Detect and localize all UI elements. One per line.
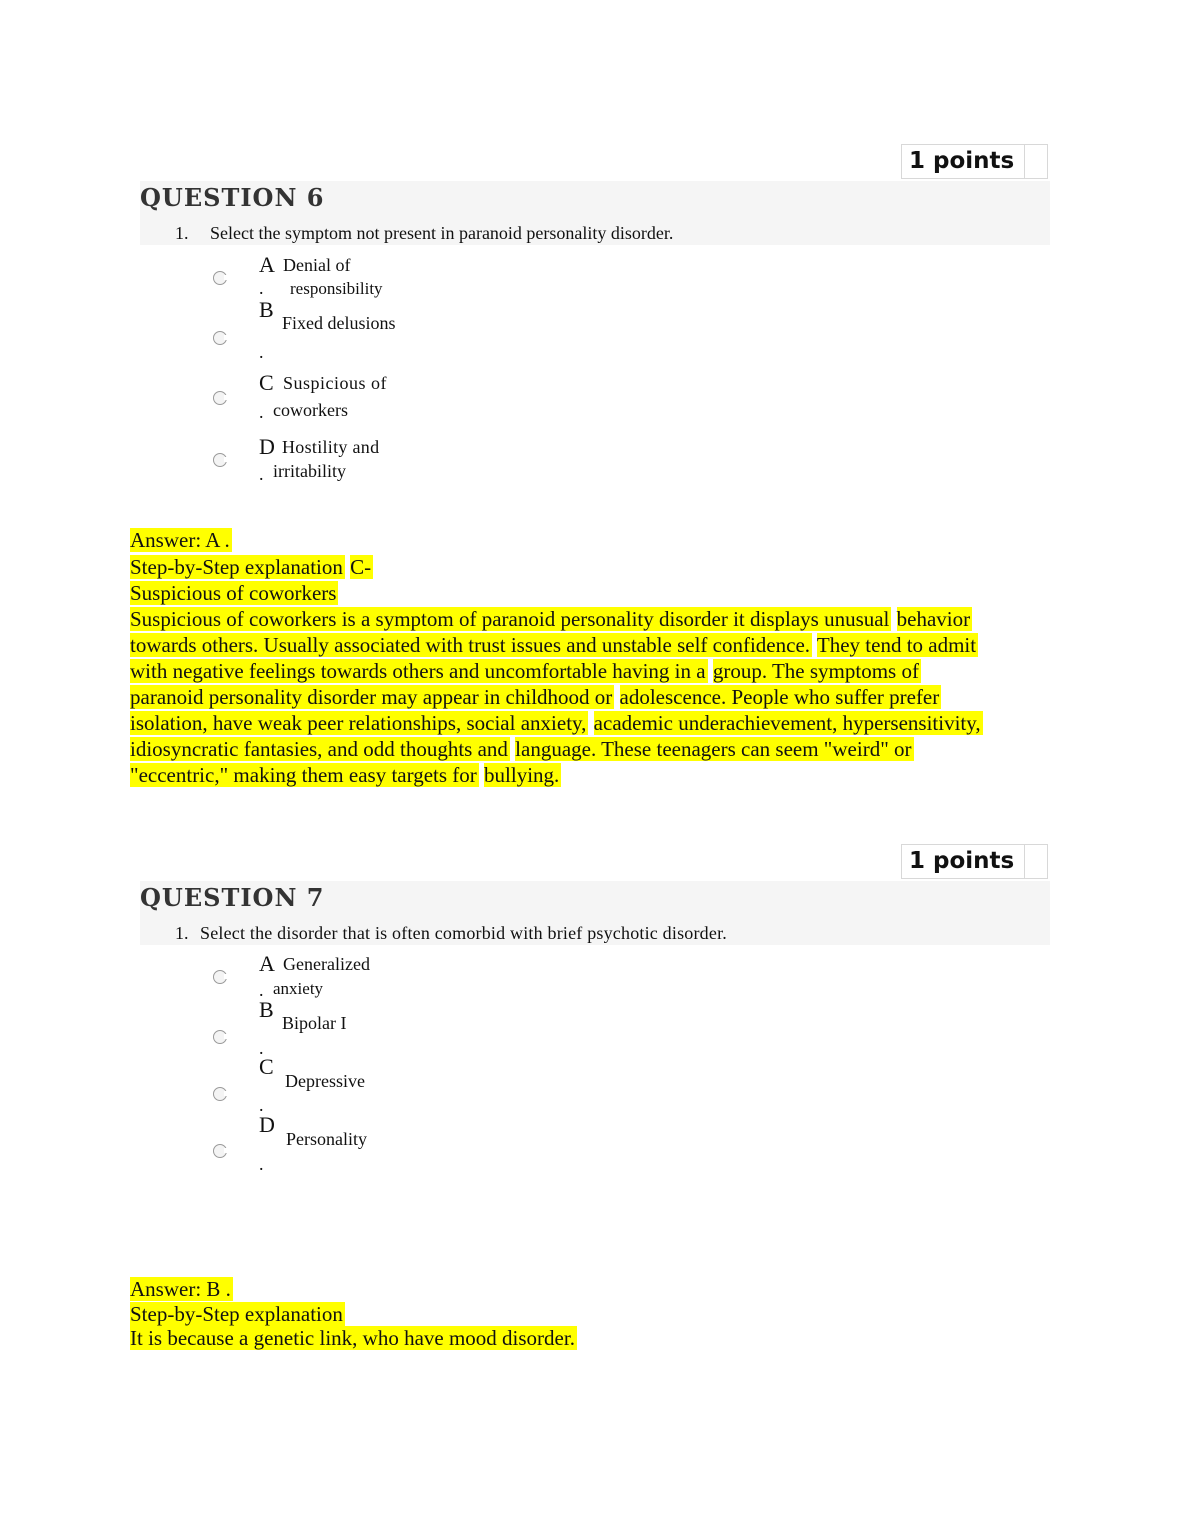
option-a-letter: A [259,252,275,277]
points-label: 1 points [909,848,1015,874]
explanation-label-line [130,554,373,580]
option-c-letter: C [259,370,274,395]
explanation-text: idiosyncratic fantasies, and odd thoughts and [130,737,508,761]
option-a-text: Denial of [283,255,351,275]
option-d-text-2: irritability [273,461,346,481]
option-c-radio[interactable] [213,1087,227,1101]
question-prompt: Select the symptom not present in paranoid personality disorder. [210,223,674,243]
option-dot: . [259,1154,264,1174]
explanation-line [130,632,978,658]
explanation-text: adolescence. People who suffer prefer [619,685,940,709]
option-dot: . [259,464,264,484]
question-prompt: Select the disorder that is often comorbid with brief psychotic disorder. [200,923,727,943]
option-dot: . [259,1095,264,1115]
option-b-text: Fixed delusions [282,313,396,333]
answer-text: Answer: B . [130,1277,231,1301]
explanation-line [130,1325,577,1351]
explanation-text: behavior [896,607,971,631]
option-d-letter: D [259,434,275,459]
option-b-radio[interactable] [213,331,227,345]
explanation-line [130,736,914,762]
option-a-radio[interactable] [213,970,227,984]
question-title: QUESTION 6 [140,183,325,212]
points-label: 1 points [909,148,1015,174]
question-number: 1. [175,923,189,943]
explanation-text: with negative feelings towards others and uncomfortable having in a [130,659,706,683]
option-c-text: Depressive [285,1071,365,1091]
question-header [140,181,1050,245]
option-dot: . [259,980,264,1000]
question-number: 1. [175,223,189,243]
option-b-letter: B [259,297,274,322]
explanation-line [130,710,983,736]
option-c-radio[interactable] [213,391,227,405]
option-c-text-2: coworkers [273,400,348,420]
explanation-text: paranoid personality disorder may appear in childhood or [130,685,613,709]
explanation-line [130,684,941,710]
explanation-text: Suspicious of coworkers is a symptom of paranoid personality disorder it displays unusual [130,607,890,631]
option-dot: . [259,278,264,298]
answer-text: Answer: A . [130,528,230,552]
answer-line [130,1276,233,1302]
explanation-text: group. The symptoms of [712,659,919,683]
option-d-radio[interactable] [213,453,227,467]
points-box [901,844,1048,879]
explanation-text: academic underachievement, hypersensitivity, [593,711,981,735]
points-box [901,144,1048,179]
option-d-radio[interactable] [213,1144,227,1158]
explanation-label: Step-by-Step explanation [130,555,343,579]
option-a-text-2: responsibility [290,279,383,298]
explanation-line [130,580,338,606]
explanation-text: language. These teenagers can seem "weird" or [515,737,912,761]
explanation-text: isolation, have weak peer relationships, social anxiety, [130,711,587,735]
option-dot: . [259,1038,264,1058]
option-b-text: Bipolar I [282,1013,347,1033]
answer-line [130,527,232,553]
option-d-letter: D [259,1112,275,1137]
option-a-radio[interactable] [213,271,227,285]
option-dot: . [259,402,264,422]
option-a-text: Generalized [283,954,370,974]
option-a-text-2: anxiety [273,979,324,998]
option-a-letter: A [259,951,275,976]
explanation-text: Suspicious of coworkers [130,581,337,605]
option-c-text: Suspicious of [283,373,388,393]
explanation-label: Step-by-Step explanation [130,1302,343,1326]
explanation-text: C- [350,555,372,579]
explanation-text: They tend to admit [816,633,977,657]
explanation-line [130,606,972,632]
option-b-radio[interactable] [213,1030,227,1044]
explanation-line [130,658,921,684]
option-b-letter: B [259,997,274,1022]
option-d-text: Personality [286,1129,367,1149]
option-d-text: Hostility and [282,437,380,457]
explanation-line [130,762,561,788]
explanation-text: It is because a genetic link, who have mood disorder. [130,1326,575,1350]
question-title: QUESTION 7 [140,883,325,912]
explanation-text: towards others. Usually associated with trust issues and unstable self confidence. [130,633,811,657]
option-c-letter: C [259,1054,274,1079]
explanation-label-line [130,1301,345,1327]
explanation-text: bullying. [484,763,560,787]
question-header [140,881,1050,945]
explanation-text: "eccentric," making them easy targets for [130,763,477,787]
option-dot: . [259,342,264,362]
